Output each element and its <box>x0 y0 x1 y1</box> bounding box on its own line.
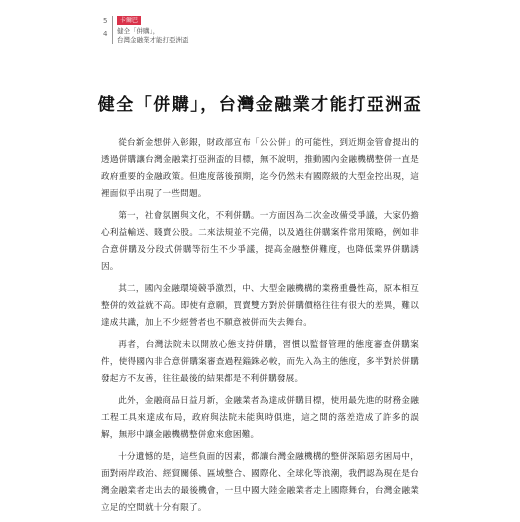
running-header <box>103 16 323 60</box>
paragraph: 從台新金想併入彰銀，財政部宣布「公公併」的可能性，到近期金管會提出的透過併購讓台灣金融業打亞洲盃的目標，無不說明，推動國內金融機構整併一直是政府重要的金融政策。但進度落後預期，迄今仍然未有國際級的大型金控出現，這裡面似乎出現了一些問題。 <box>101 138 419 199</box>
paragraph: 十分遺憾的是，這些負面的因素，都讓台灣金融機構的整併深陷惡劣困局中，面對兩岸政治、經貿關係、區域整合、國際化、全球化等浪潮，我們認為現在是台灣金融業者走出去的最後機會，一旦中國大陸金融業者走上國際舞台，台灣金融業立足的空間就十分有限了。 <box>101 452 419 513</box>
page-number-bottom: 4 <box>103 30 108 38</box>
header-divider <box>112 16 113 44</box>
header-subtitle-line1: 健全「併購」， <box>117 27 160 35</box>
header-subtitle-line2: 台灣金融業才能打亞洲盃 <box>117 36 189 44</box>
section-tag: 卡爾巴 <box>117 16 141 25</box>
article-title: 健全「併購」，台灣金融業才能打亞洲盃 <box>97 95 423 116</box>
paragraph: 其二，國內金融環境競爭激烈，中、大型金融機構的業務重疊性高，原本相互整併的效益就不高。即使有意願，買賣雙方對於併購價格往往有很大的差異，難以達成共識，加上不少經營者也不願意被併而失去舞台。 <box>101 284 419 328</box>
paragraph: 第一，社會氛圍與文化，不利併購。一方面因為二次金改備受爭議，大家仍擔心利益輸送、賤賣公股。二來法規並不完備，以及過往併購案件常用策略，例如非合意併購及分段式併購等衍生不少爭議，提高金融整併難度，也降低業界併購誘因。 <box>101 211 419 272</box>
paragraph: 再者，台灣法院未以開放心態支持併購，習慣以監督管理的態度審查併購案件，使得國內非合意併購案審查過程錙銖必較，而先入為主的態度，多半對於併購發起方不友善，往往最後的結果都是不利併購發展。 <box>101 340 419 384</box>
page-number-top: 5 <box>103 17 108 25</box>
paragraph: 此外，金融商品日益月新，金融業者為達成併購目標，使用最先進的財務金融工程工具來達成布局，政府與法院未能與時俱進，這之間的落差造成了許多的誤解，無形中讓金融機構整併愈來愈困難。 <box>101 396 419 440</box>
article-body <box>101 135 419 522</box>
